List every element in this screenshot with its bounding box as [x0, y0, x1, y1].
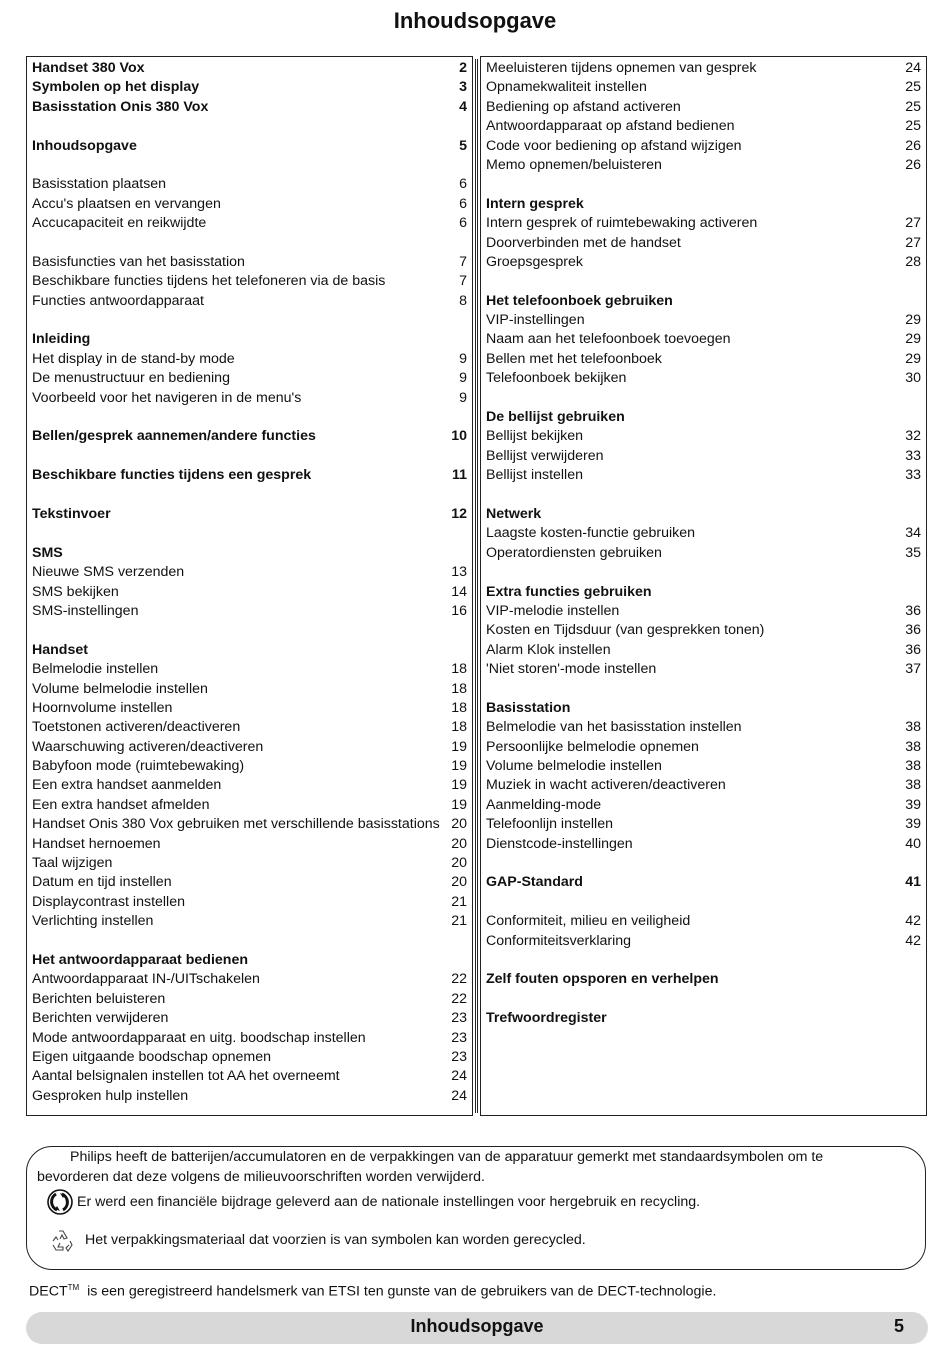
toc-entry-page: 24: [451, 1068, 467, 1085]
toc-spacer: [486, 951, 921, 970]
toc-entry: [486, 621, 921, 640]
toc-entry-page: 42: [905, 913, 921, 930]
toc-entry-label: Alarm Klok instellen: [486, 641, 611, 658]
toc-entry: [486, 912, 921, 931]
toc-entry-label: Symbolen op het display: [32, 79, 200, 96]
toc-spacer: [486, 893, 921, 912]
toc-entry-label: Opnamekwaliteit instellen: [486, 79, 647, 96]
toc-entry-page: 32: [905, 428, 921, 445]
toc-entry-label: Trefwoordregister: [486, 1010, 607, 1027]
toc-entry: [32, 1087, 467, 1106]
toc-entry: [32, 854, 467, 873]
toc-entry: [32, 835, 467, 854]
toc-entry-page: 27: [905, 215, 921, 232]
toc-entry-page: 10: [451, 428, 467, 445]
toc-spacer: [32, 408, 467, 427]
toc-left-column: [26, 56, 473, 1116]
toc-entry: [486, 369, 921, 388]
toc-entry: [32, 757, 467, 776]
toc-entry: [32, 912, 467, 931]
toc-entry: [486, 835, 921, 854]
toc-entry: [32, 563, 467, 582]
toc-entry: [486, 466, 921, 485]
toc-section-heading: [32, 137, 467, 156]
toc-entry-label: Berichten beluisteren: [32, 990, 166, 1007]
toc-entry-page: 34: [905, 525, 921, 542]
toc-entry-label: Basisstation: [486, 699, 571, 716]
toc-entry: [32, 990, 467, 1009]
toc-section-heading: [486, 292, 921, 311]
toc-entry-label: Bellen met het telefoonboek: [486, 350, 662, 367]
toc-entry-label: Toetstonen activeren/deactiveren: [32, 719, 241, 736]
toc-entry: [486, 117, 921, 136]
toc-entry-page: 19: [451, 758, 467, 775]
toc-entry-label: Hoornvolume instellen: [32, 699, 173, 716]
toc-spacer: [486, 175, 921, 194]
toc-spacer: [32, 524, 467, 543]
toc-entry-page: 18: [451, 699, 467, 716]
page-title: Inhoudsopgave: [393, 8, 557, 33]
toc-entry-page: 6: [459, 176, 467, 193]
toc-entry-label: Netwerk: [486, 505, 542, 522]
toc-entry-page: 3: [459, 79, 467, 96]
green-dot-icon: [47, 1189, 73, 1215]
toc-entry-page: 38: [905, 777, 921, 794]
toc-spacer: [32, 156, 467, 175]
toc-entry-label: Bellijst bekijken: [486, 428, 583, 445]
toc-entry: [486, 78, 921, 97]
toc-entry-page: 2: [459, 60, 467, 76]
toc-section-heading: [32, 330, 467, 349]
toc-entry: [486, 815, 921, 834]
toc-entry-page: 18: [451, 719, 467, 736]
environment-line-green-dot: [47, 1189, 700, 1215]
toc-entry-page: 25: [905, 118, 921, 135]
toc-entry-page: 23: [451, 1010, 467, 1027]
toc-section-heading: [486, 195, 921, 214]
toc-entry-label: Bellijst verwijderen: [486, 447, 604, 464]
toc-entry-page: 33: [905, 467, 921, 484]
toc-entry-page: 29: [905, 331, 921, 348]
toc-entry: [486, 214, 921, 233]
toc-entry-label: Tekstinvoer: [32, 505, 111, 522]
toc-entry: [32, 1067, 467, 1086]
toc-spacer: [32, 234, 467, 253]
toc-spacer: [32, 117, 467, 136]
toc-entry: [32, 292, 467, 311]
toc-entry-label: Mode antwoordapparaat en uitg. boodschap instellen: [32, 1029, 366, 1046]
toc-entry: [32, 272, 467, 291]
toc-entry: [32, 970, 467, 989]
toc-entry-label: Groepsgesprek: [486, 253, 583, 270]
toc-entry-label: Displaycontrast instellen: [32, 893, 185, 910]
toc-entry-label: Aanmelding-mode: [486, 796, 602, 813]
toc-entry-page: 29: [905, 312, 921, 329]
toc-entry: [486, 447, 921, 466]
toc-entry: [486, 137, 921, 156]
toc-section-heading: [486, 408, 921, 427]
toc-entry: [486, 234, 921, 253]
toc-section-heading: [486, 873, 921, 892]
toc-entry: [32, 583, 467, 602]
toc-entry-page: 36: [905, 602, 921, 619]
toc-entry-label: Beschikbare functies tijdens het telefoneren via de basis: [32, 273, 386, 290]
toc-spacer: [486, 389, 921, 408]
toc-entry: [32, 350, 467, 369]
toc-section-heading: [32, 505, 467, 524]
toc-entry: [486, 156, 921, 175]
toc-entry-label: SMS bekijken: [32, 583, 119, 600]
toc-entry-label: Volume belmelodie instellen: [486, 758, 662, 775]
toc-entry-page: 7: [459, 273, 467, 290]
toc-entry-label: Belmelodie instellen: [32, 661, 159, 678]
toc-entry-page: 40: [905, 835, 921, 852]
toc-entry: [486, 602, 921, 621]
toc-entry-page: 35: [905, 544, 921, 561]
footer-page-number: 5: [893, 1316, 904, 1336]
toc-entry-page: 9: [459, 350, 467, 367]
toc-entry-label: Belmelodie van het basisstation instellen: [486, 719, 742, 736]
toc-entry-page: 36: [905, 641, 921, 658]
toc-entry-page: 19: [451, 738, 467, 755]
toc-section-heading: [486, 699, 921, 718]
toc-section-heading: [32, 951, 467, 970]
toc-entry-page: 16: [451, 602, 467, 619]
toc-spacer: [32, 311, 467, 330]
toc-entry-label: Memo opnemen/beluisteren: [486, 156, 662, 173]
toc-spacer: [32, 932, 467, 951]
toc-entry-page: 42: [905, 932, 921, 949]
toc-entry-page: 27: [905, 234, 921, 251]
toc-entry-label: Inleiding: [32, 331, 91, 348]
toc-entry-label: Waarschuwing activeren/deactiveren: [32, 738, 264, 755]
toc-entry-label: Functies antwoordapparaat: [32, 292, 204, 309]
toc-entry-label: Bellijst instellen: [486, 467, 583, 484]
toc-entry-page: 30: [905, 370, 921, 387]
toc-entry: [486, 544, 921, 563]
footer-bar: [26, 1312, 928, 1344]
toc-entry-label: Muziek in wacht activeren/deactiveren: [486, 777, 726, 794]
toc-entry-label: Accucapaciteit en reikwijdte: [32, 215, 207, 232]
dect-tm: TM: [67, 1283, 80, 1292]
toc-entry-page: 22: [451, 990, 467, 1007]
toc-entry-label: Een extra handset aanmelden: [32, 777, 222, 794]
toc-entry-page: 21: [451, 913, 467, 930]
toc-entry-label: 'Niet storen'-mode instellen: [486, 661, 657, 678]
toc-entry-page: 4: [459, 98, 467, 115]
environment-intro: Philips heeft de batterijen/accumulatoren en de verpakkingen van de apparatuur gemerkt met standaardsymbolen om te bevorderen dat deze volgens de milieuvoorschriften worden verwijderd.: [37, 1149, 824, 1185]
toc-section-heading: [32, 544, 467, 563]
toc-entry-page: 18: [451, 680, 467, 697]
toc-entry: [486, 253, 921, 272]
toc-entry-page: 20: [451, 855, 467, 872]
toc-entry-page: 25: [905, 98, 921, 115]
toc-entry: [486, 932, 921, 951]
toc-entry-page: 41: [905, 874, 921, 891]
toc-entry-label: Handset Onis 380 Vox gebruiken met verschillende basisstations: [32, 816, 440, 833]
toc-entry: [32, 796, 467, 815]
toc-spacer: [32, 621, 467, 640]
toc-entry-label: VIP-melodie instellen: [486, 602, 620, 619]
toc-entry-label: Basisstation Onis 380 Vox: [32, 98, 209, 115]
toc-entry: [486, 641, 921, 660]
toc-entry-label: Een extra handset afmelden: [32, 796, 210, 813]
toc-entry-page: 26: [905, 156, 921, 173]
toc-section-heading: [32, 78, 467, 97]
toc-entry-label: Basisfuncties van het basisstation: [32, 253, 245, 270]
toc-entry-label: Laagste kosten-functie gebruiken: [486, 525, 696, 542]
toc-entry-label: Berichten verwijderen: [32, 1010, 169, 1027]
toc-entry-label: Doorverbinden met de handset: [486, 234, 681, 251]
toc-spacer: [486, 990, 921, 1009]
toc-entry-page: 26: [905, 137, 921, 154]
toc-section-heading: [32, 59, 467, 78]
toc-entry-page: 18: [451, 661, 467, 678]
toc-entry-page: 24: [905, 60, 921, 76]
toc-entry: [486, 311, 921, 330]
footer-title: Inhoudsopgave: [410, 1316, 544, 1336]
toc-spacer: [486, 680, 921, 699]
toc-spacer: [486, 486, 921, 505]
toc-entry-page: 20: [451, 874, 467, 891]
toc-entry-label: SMS-instellingen: [32, 602, 139, 619]
toc-entry: [32, 214, 467, 233]
toc-entry-label: Telefoonboek bekijken: [486, 370, 627, 387]
toc-entry-label: Handset hernoemen: [32, 835, 161, 852]
toc-entry: [32, 369, 467, 388]
toc-entry-label: Handset 380 Vox: [32, 60, 145, 76]
toc-section-heading: [486, 1009, 921, 1028]
toc-section-heading: [32, 466, 467, 485]
toc-entry-label: Zelf fouten opsporen en verhelpen: [486, 971, 719, 988]
toc-entry: [486, 524, 921, 543]
toc-entry-page: 37: [905, 661, 921, 678]
toc-entry-label: Basisstation plaatsen: [32, 176, 167, 193]
toc-spacer: [486, 854, 921, 873]
toc-entry-page: 9: [459, 389, 467, 406]
toc-entry: [486, 330, 921, 349]
toc-entry: [32, 718, 467, 737]
toc-entry: [486, 98, 921, 117]
toc-entry-label: Verlichting instellen: [32, 913, 154, 930]
toc-entry-label: Gesproken hulp instellen: [32, 1087, 189, 1104]
toc-entry-page: 20: [451, 835, 467, 852]
toc-entry: [486, 776, 921, 795]
toc-entry-label: Operatordiensten gebruiken: [486, 544, 662, 561]
toc-entry-page: 39: [905, 796, 921, 813]
toc-entry-label: Antwoordapparaat IN-/UITschakelen: [32, 971, 260, 988]
toc-entry: [32, 389, 467, 408]
toc-entry-label: Dienstcode-instellingen: [486, 835, 633, 852]
toc-entry: [32, 660, 467, 679]
dect-word: DECT: [29, 1283, 68, 1300]
toc-entry-page: 19: [451, 777, 467, 794]
toc-entry: [486, 738, 921, 757]
toc-entry: [32, 873, 467, 892]
toc-entry-label: Persoonlijke belmelodie opnemen: [486, 738, 699, 755]
toc-section-heading: [32, 98, 467, 117]
toc-entry: [486, 757, 921, 776]
toc-entry-label: GAP-Standard: [486, 874, 583, 891]
toc-entry-page: 29: [905, 350, 921, 367]
recycle-icon: [49, 1227, 75, 1253]
toc-entry-label: Nieuwe SMS verzenden: [32, 564, 185, 581]
toc-entry-page: 24: [451, 1087, 467, 1104]
toc-entry-label: Kosten en Tijdsduur (van gesprekken tonen): [486, 622, 765, 639]
toc-entry-label: Conformiteitsverklaring: [486, 932, 632, 949]
toc-entry: [32, 815, 467, 834]
toc-entry-page: 21: [451, 893, 467, 910]
toc-entry-label: VIP-instellingen: [486, 312, 585, 329]
toc-entry-page: 7: [459, 253, 467, 270]
toc-entry-label: Accu's plaatsen en vervangen: [32, 195, 221, 212]
toc-entry-page: 28: [905, 253, 921, 270]
toc-entry-label: Datum en tijd instellen: [32, 874, 172, 891]
toc-entry-label: Intern gesprek of ruimtebewaking activeren: [486, 215, 758, 232]
toc-entry-label: Code voor bediening op afstand wijzigen: [486, 137, 742, 154]
toc-entry-label: Het telefoonboek gebruiken: [486, 292, 673, 309]
toc-entry: [32, 776, 467, 795]
toc-entry-label: Meeluisteren tijdens opnemen van gesprek: [486, 60, 757, 76]
toc-entry-page: 25: [905, 79, 921, 96]
toc-entry-page: 9: [459, 370, 467, 387]
toc-entry-page: 20: [451, 816, 467, 833]
toc-entry: [32, 253, 467, 272]
toc-entry-page: 23: [451, 1029, 467, 1046]
environment-line1: Er werd een financiële bijdrage geleverd aan de nationale instellingen voor hergebruik en recycling.: [77, 1194, 701, 1210]
toc-spacer: [486, 563, 921, 582]
toc-section-heading: [486, 583, 921, 602]
toc-entry: [32, 699, 467, 718]
toc-entry: [486, 660, 921, 679]
toc-entry-label: Conformiteit, milieu en veiligheid: [486, 913, 691, 930]
toc-spacer: [32, 447, 467, 466]
toc-entry: [486, 350, 921, 369]
toc-entry-label: De menustructuur en bediening: [32, 370, 230, 387]
toc-entry-page: 19: [451, 796, 467, 813]
toc-entry: [32, 195, 467, 214]
toc-entry-page: 36: [905, 622, 921, 639]
dect-trademark-note: [29, 1283, 716, 1300]
toc-section-heading: [486, 970, 921, 989]
toc-entry: [32, 1029, 467, 1048]
environment-line-recycle: [49, 1227, 586, 1253]
toc-entry-label: Bediening op afstand activeren: [486, 98, 681, 115]
toc-entry-page: 38: [905, 719, 921, 736]
toc-entry-label: Telefoonlijn instellen: [486, 816, 613, 833]
toc-entry-page: 6: [459, 215, 467, 232]
toc-entry-label: De bellijst gebruiken: [486, 409, 625, 426]
toc-entry-label: Intern gesprek: [486, 195, 584, 212]
toc-entry-page: 38: [905, 738, 921, 755]
toc-entry-page: 38: [905, 758, 921, 775]
toc-entry-page: 13: [451, 564, 467, 581]
toc-right-column: [480, 56, 927, 1116]
toc-entry: [32, 1048, 467, 1067]
toc-entry-label: Beschikbare functies tijdens een gesprek: [32, 467, 312, 484]
environment-line2: Het verpakkingsmateriaal dat voorzien is van symbolen kan worden gerecycled.: [85, 1232, 586, 1248]
toc-spacer: [486, 272, 921, 291]
toc-entry: [486, 59, 921, 78]
toc-section-heading: [32, 641, 467, 660]
toc-entry-page: 22: [451, 971, 467, 988]
toc-entry: [486, 427, 921, 446]
toc-entry-label: Naam aan het telefoonboek toevoegen: [486, 331, 731, 348]
toc-entry-page: 12: [451, 505, 467, 522]
toc-entry: [32, 893, 467, 912]
toc-entry: [32, 680, 467, 699]
toc-entry-label: Bellen/gesprek aannemen/andere functies: [32, 428, 316, 445]
environment-notice: [26, 1146, 926, 1270]
toc-entry: [32, 602, 467, 621]
toc-entry-label: Voorbeeld voor het navigeren in de menu's: [32, 389, 302, 406]
toc-entry-label: Volume belmelodie instellen: [32, 680, 208, 697]
toc-entry-label: Taal wijzigen: [32, 855, 113, 872]
toc-section-heading: [32, 427, 467, 446]
toc-entry-page: 8: [459, 292, 467, 309]
toc-entry-label: Handset: [32, 641, 88, 658]
toc-entry-label: Inhoudsopgave: [32, 137, 137, 154]
toc-entry: [486, 796, 921, 815]
toc-entry-page: 5: [459, 137, 467, 154]
toc-entry-label: Extra functies gebruiken: [486, 583, 652, 600]
dect-text: is een geregistreerd handelsmerk van ETSI ten gunste van de gebruikers van de DECT-technologie.: [87, 1283, 717, 1300]
toc-entry-label: Het display in de stand-by mode: [32, 350, 235, 367]
toc-entry-page: 6: [459, 195, 467, 212]
toc-entry-label: Antwoordapparaat op afstand bedienen: [486, 118, 735, 135]
toc-entry-label: Eigen uitgaande boodschap opnemen: [32, 1048, 272, 1065]
toc-entry-label: SMS: [32, 544, 63, 561]
toc-spacer: [32, 486, 467, 505]
toc-entry-page: 39: [905, 816, 921, 833]
toc-entry-label: Babyfoon mode (ruimtebewaking): [32, 758, 245, 775]
toc-entry-page: 11: [452, 467, 467, 484]
toc-entry-label: Het antwoordapparaat bedienen: [32, 951, 248, 968]
toc-entry: [32, 175, 467, 194]
toc-entry-page: 33: [905, 447, 921, 464]
toc-entry: [32, 738, 467, 757]
toc-entry-page: 23: [451, 1048, 467, 1065]
toc-entry-page: 14: [451, 583, 467, 600]
toc-entry: [32, 1009, 467, 1028]
toc-section-heading: [486, 505, 921, 524]
toc-entry: [486, 718, 921, 737]
toc-entry-label: Aantal belsignalen instellen tot AA het overneemt: [32, 1068, 340, 1085]
